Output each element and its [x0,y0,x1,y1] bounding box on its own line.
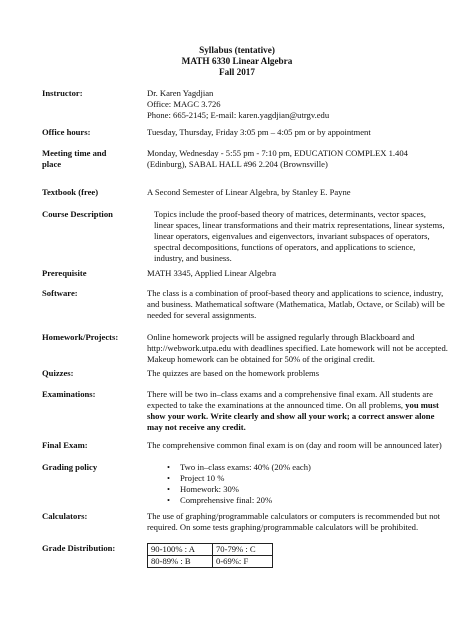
instructor-name: Dr. Karen Yagdjian [147,88,214,98]
grade-distribution-table [147,543,273,568]
table-cell: 0-69%: F [213,556,273,568]
grading-item: • Project 10 % [167,473,311,484]
quizzes-label: Quizzes: [42,368,74,378]
calculators-line: The use of graphing/programmable calculators or computers is recommended but not [147,511,441,521]
course-description-content [154,209,454,264]
prerequisite-text: MATH 3345, Applied Linear Algebra [147,268,277,278]
meeting-label-line2: place [42,159,62,169]
software-line: The class is a combination of proof-based theory and applications to science, industry, [147,288,444,298]
course-description-line: spectral decompositions, functions of operators, and applications to science, [154,242,416,252]
examinations-emphasis-line: may not receive any credit. [147,422,246,432]
final-exam-label: Final Exam: [42,440,88,450]
examinations-line [147,400,457,411]
table-cell: 70-79% : C [213,544,273,556]
examinations-line: There will be two in–class exams and a comprehensive final exam. All students are [147,389,433,399]
quizzes-content [147,368,457,379]
prerequisite-content [147,268,457,279]
office-hours-text: Tuesday, Thursday, Friday 3:05 pm – 4:05 pm or by appointment [147,127,371,137]
syllabus-header [0,45,474,78]
software-label: Software: [42,288,78,298]
meeting-label-line1: Meeting time and [42,148,107,158]
examinations-emphasis: you must [405,400,439,410]
homework-content [147,332,457,365]
meeting-places: (Edinburg), SABAL HALL #96 2.204 (Brownsville) [147,159,328,169]
software-content [147,288,457,321]
prerequisite-label: Prerequisite [42,268,87,278]
calculators-line: required. On some tests graphing/programmable calculators will be prohibited. [147,522,419,532]
grading-item: • Two in–class exams: 40% (20% each) [167,462,311,473]
homework-line: Makeup homework can be obtained for 50% of the original credit. [147,354,375,364]
homework-line: http://webwork.utpa.edu with deadlines specified. Late homework will not be accepted. [147,343,448,353]
grading-policy-content [147,462,457,512]
grade-distribution-label: Grade Distribution: [42,543,116,553]
homework-line: Online homework projects will be assigned regularly through Blackboard and [147,332,415,342]
course-description-line: Topics include the proof-based theory of matrices, determinants, vector spaces, [154,209,426,219]
office-hours-label: Office hours: [42,127,91,137]
course-description-label: Course Description [42,209,113,219]
grading-item: • Comprehensive final: 20% [167,495,311,506]
table-cell: 80-89% : B [148,556,213,568]
examinations-line2-text: expected to take the examinations at the announced time. On all problems, [147,400,406,410]
examinations-emphasis-line: show your work. Write clearly and show all your work; a correct answer alone [147,411,435,421]
calculators-content [147,511,457,533]
homework-label: Homework/Projects: [42,332,119,342]
instructor-office: Office: MAGC 3.726 [147,99,221,109]
examinations-content [147,389,457,433]
textbook-label: Textbook (free) [42,187,99,197]
table-row [148,544,273,556]
course-description-line: linear spaces, linear transformations and their matrix representations, linear systems, [154,220,445,230]
textbook-text: A Second Semester of Linear Algebra, by Stanley E. Payne [147,187,351,197]
textbook-content [147,187,457,198]
software-line: and business. Mathematical software (Mathematica, Matlab, Octave, or Scilab) will be [147,299,445,309]
meeting-label [42,148,142,170]
table-cell: 90-100% : A [148,544,213,556]
examinations-label: Examinations: [42,389,96,399]
final-exam-content [147,440,457,451]
final-exam-text: The comprehensive common final exam is on (day and room will be announced later) [147,440,442,450]
grading-policy-list [167,462,311,506]
course-description-line: industry, and business. [154,253,232,263]
header-term: Fall 2017 [219,67,255,77]
grading-item: • Homework: 30% [167,484,311,495]
calculators-label: Calculators: [42,511,88,521]
office-hours-content [147,127,457,138]
header-course: MATH 6330 Linear Algebra [181,56,293,66]
course-description-line: linear operators, eigenvalues and eigenvectors, invariant subspaces of operators, [154,231,430,241]
grading-policy-label: Grading policy [42,462,98,472]
meeting-content [147,148,457,170]
software-line: needed for several assignments. [147,310,257,320]
meeting-times: Monday, Wednesday - 5:55 pm - 7:10 pm, EDUCATION COMPLEX 1.404 [147,148,408,158]
instructor-label: Instructor: [42,88,83,98]
table-row [148,556,273,568]
quizzes-text: The quizzes are based on the homework problems [147,368,320,378]
instructor-contact: Phone: 665-2145; E-mail: karen.yagdjian@utrgv.edu [147,110,330,120]
instructor-info [147,88,457,121]
header-title: Syllabus (tentative) [199,45,275,55]
